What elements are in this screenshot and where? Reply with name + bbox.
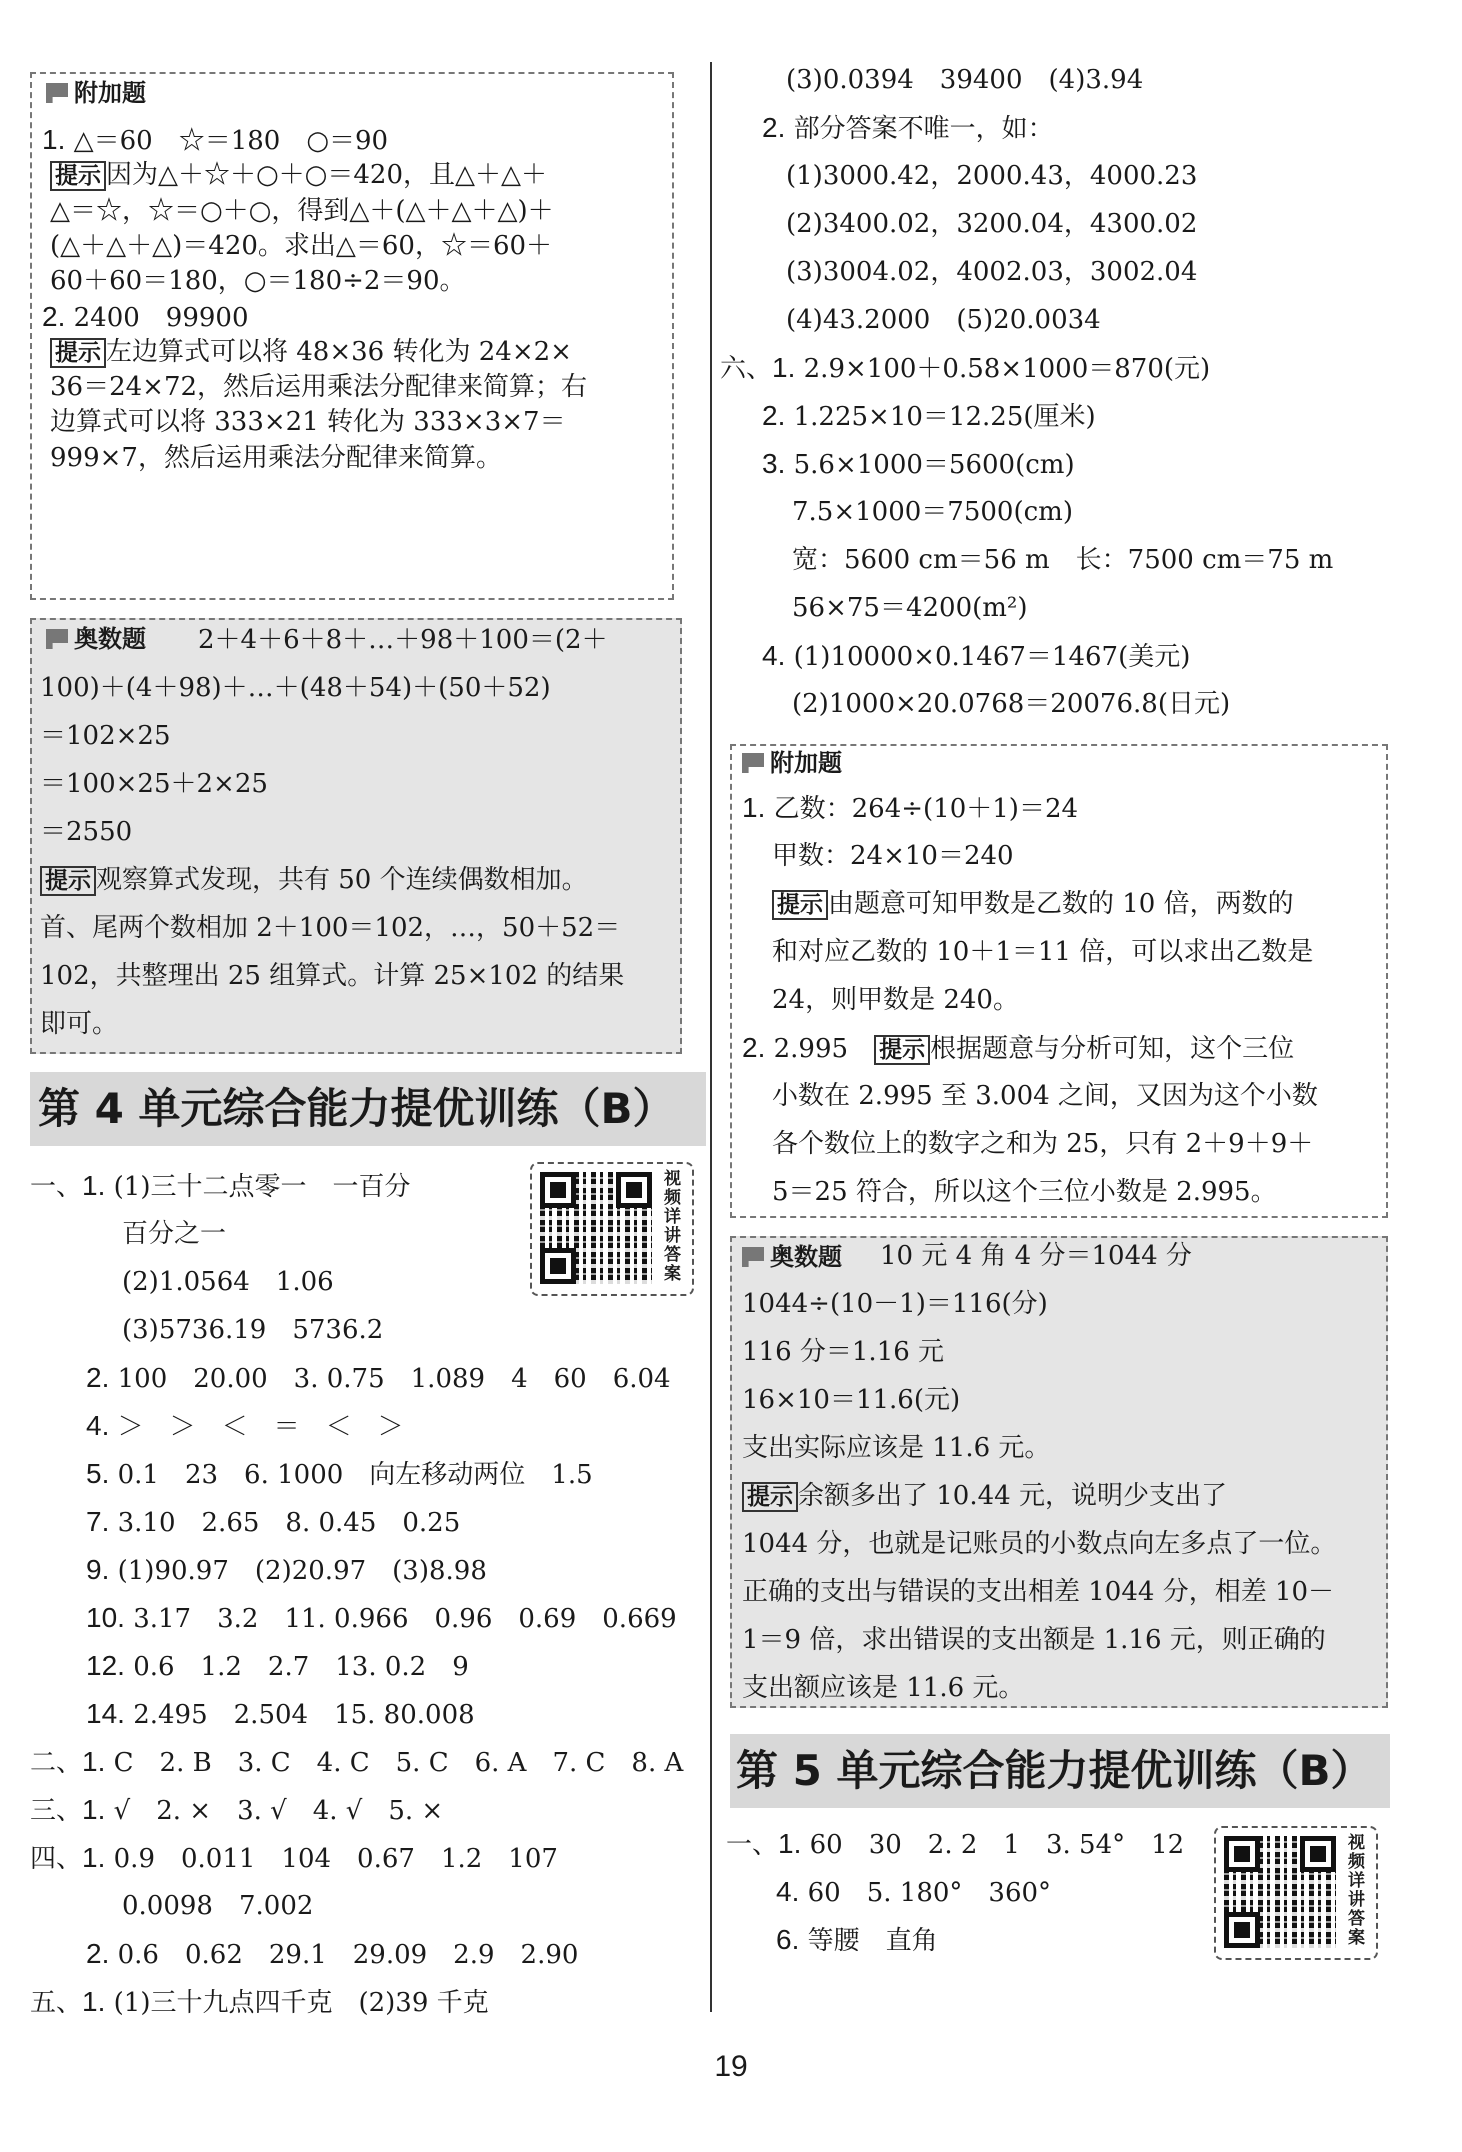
text-line: 边算式可以将 333×21 转化为 333×3×7＝	[50, 407, 566, 438]
text-line: (2)1.0564 1.06	[122, 1267, 334, 1297]
text-line: 10. 3.17 3.2 11. 0.966 0.96 0.69 0.669	[86, 1602, 677, 1634]
text-line: 支出额应该是 11.6 元。	[742, 1673, 1025, 1703]
text-line: 100)＋(4＋98)＋…＋(48＋54)＋(50＋52)	[40, 673, 551, 703]
text-line: 2. 2400 99900	[42, 300, 249, 333]
text-line: 小数在 2.995 至 3.004 之间，又因为这个小数	[772, 1081, 1318, 1111]
column-divider	[710, 62, 712, 2012]
text-line: 一、1. (1)三十二点零一 一百分	[30, 1170, 411, 1202]
text-line: 支出实际应该是 11.6 元。	[742, 1433, 1051, 1463]
text-line: 即可。	[40, 1009, 119, 1039]
text-line: 1044 分，也就是记账员的小数点向左多点了一位。	[742, 1529, 1337, 1559]
text-line: 1. 乙数：264÷(10＋1)＝24	[742, 792, 1079, 824]
extra-question-title-1	[46, 76, 146, 110]
text-line: 56×75＝4200(m²)	[792, 593, 1028, 623]
text-line: (3)3004.02，4002.03，3002.04	[786, 257, 1198, 287]
text-line: (4)43.2000 (5)20.0034	[786, 305, 1101, 335]
text-line: 一、1. 60 30 2. 2 1 3. 54° 12	[726, 1828, 1185, 1860]
text-line: (3)0.0394 39400 (4)3.94	[786, 65, 1144, 95]
text-line: 和对应乙数的 10＋1＝11 倍，可以求出乙数是	[772, 937, 1314, 967]
extra-title-text: 附加题	[770, 749, 842, 777]
text-line: 4. ＞ ＞ ＜ ＝ ＜ ＞	[86, 1410, 404, 1442]
section-title-5: 第 5 单元综合能力提优训练（B）	[736, 1746, 1373, 1795]
text-line: 首、尾两个数相加 2＋100＝102，…，50＋52＝	[40, 913, 621, 943]
text-line: 2. 部分答案不唯一，如：	[762, 112, 1054, 144]
text-line: 60＋60＝180，○＝180÷2＝90。	[50, 266, 466, 297]
text-line: ＝102×25	[40, 721, 171, 751]
qr-code-box-5[interactable]	[1214, 1826, 1378, 1960]
text-line: 六、1. 2.9×100＋0.58×1000＝870(元)	[720, 352, 1211, 384]
text-line: 116 分＝1.16 元	[742, 1337, 945, 1367]
text-line: 24，则甲数是 240。	[772, 985, 1019, 1015]
olympiad-title-text: 奥数题	[74, 625, 146, 653]
text-line: 0.0098 7.002	[122, 1891, 314, 1921]
text-line: 宽：5600 cm＝56 m 长：7500 cm＝75 m	[792, 545, 1334, 575]
text-line: 5＝25 符合，所以这个三位小数是 2.995。	[772, 1177, 1277, 1207]
text-line: 提示 余额多出了 10.44 元，说明少支出了	[742, 1478, 1227, 1515]
olympiad-title-2	[742, 1240, 842, 1274]
text-line: 999×7，然后运用乘法分配律来简算。	[50, 442, 502, 473]
text-line: 7.5×1000＝7500(cm)	[792, 497, 1073, 527]
text-line: 正确的支出与错误的支出相差 1044 分，相差 10－	[742, 1577, 1335, 1607]
text-line: △＝☆，☆＝○＋○，得到△＋(△＋△＋△)＋	[50, 195, 554, 226]
qr-label-5: 视频详讲答案	[1348, 1833, 1365, 1948]
text-line: 提示 由题意可知甲数是乙数的 10 倍，两数的	[772, 886, 1294, 923]
text-line: 5. 0.1 23 6. 1000 向左移动两位 1.5	[86, 1458, 593, 1490]
text-line: (1)3000.42，2000.43，4000.23	[786, 161, 1198, 191]
text-line: 五、1. (1)三十九点四千克 (2)39 千克	[30, 1986, 489, 2018]
text-line: 各个数位上的数字之和为 25，只有 2＋9＋9＋	[772, 1129, 1314, 1159]
text-line: 2. 0.6 0.62 29.1 29.09 2.9 2.90	[86, 1938, 579, 1970]
text-line: (3)5736.19 5736.2	[122, 1315, 384, 1345]
text-line: 9. (1)90.97 (2)20.97 (3)8.98	[86, 1554, 487, 1586]
text-line: 7. 3.10 2.65 8. 0.45 0.25	[86, 1506, 461, 1538]
text-line: 4. 60 5. 180° 360°	[776, 1876, 1052, 1908]
text-line: 36＝24×72，然后运用乘法分配律来简算；右	[50, 372, 588, 403]
text-line: 4. (1)10000×0.1467＝1467(美元)	[762, 640, 1191, 672]
text-line: 四、1. 0.9 0.011 104 0.67 1.2 107	[30, 1842, 558, 1874]
text-line: 提示 因为△＋☆＋○＋○＝420，且△＋△＋	[50, 157, 547, 194]
flag-icon	[742, 1247, 764, 1267]
text-line: 12. 0.6 1.2 2.7 13. 0.2 9	[86, 1650, 469, 1682]
text-line: 提示 观察算式发现，共有 50 个连续偶数相加。	[40, 862, 588, 899]
qr-code-icon	[540, 1172, 652, 1284]
text-line: (2)3400.02，3200.04，4300.02	[786, 209, 1198, 239]
text-line: 2. 2.995 提示 根据题意与分析可知，这个三位	[742, 1032, 1295, 1064]
text-line: 2. 1.225×10＝12.25(厘米)	[762, 400, 1096, 432]
text-line: (2)1000×20.0768＝20076.8(日元)	[792, 689, 1231, 719]
text-line: 1. △＝60 ☆＝180 ○＝90	[42, 124, 389, 156]
olympiad-title-text: 奥数题	[770, 1243, 842, 1271]
text-line: 16×10＝11.6(元)	[742, 1385, 961, 1415]
text-line: 14. 2.495 2.504 15. 80.008	[86, 1698, 475, 1730]
qr-code-box-4[interactable]	[530, 1162, 694, 1296]
text-line: 3. 5.6×1000＝5600(cm)	[762, 448, 1075, 480]
flag-icon	[46, 629, 68, 649]
flag-icon	[742, 753, 764, 773]
text-line: 10 元 4 角 4 分＝1044 分	[880, 1241, 1192, 1271]
text-line: ＝2550	[40, 817, 133, 847]
text-line: 二、1. C 2. B 3. C 4. C 5. C 6. A 7. C 8. A	[30, 1746, 684, 1778]
text-line: 1＝9 倍，求出错误的支出额是 1.16 元，则正确的	[742, 1625, 1326, 1655]
text-line: 6. 等腰 直角	[776, 1924, 938, 1956]
section-title-4: 第 4 单元综合能力提优训练（B）	[38, 1084, 675, 1133]
qr-code-icon	[1224, 1836, 1336, 1948]
extra-question-title-2	[742, 746, 842, 780]
text-line: 2. 100 20.00 3. 0.75 1.089 4 60 6.04	[86, 1362, 671, 1394]
extra-title-text: 附加题	[74, 79, 146, 107]
page-number: 19	[714, 2050, 748, 2083]
text-line: ＝100×25＋2×25	[40, 769, 268, 799]
text-line: 提示 左边算式可以将 48×36 转化为 24×2×	[50, 334, 572, 371]
text-line: 百分之一	[122, 1219, 227, 1249]
text-line: 1044÷(10－1)＝116(分)	[742, 1289, 1048, 1319]
text-line: 2＋4＋6＋8＋…＋98＋100＝(2＋	[198, 625, 608, 655]
text-line: (△＋△＋△)＝420。求出△＝60，☆＝60＋	[50, 230, 553, 261]
text-line: 三、1. √ 2. × 3. √ 4. √ 5. ×	[30, 1794, 444, 1826]
qr-label-4: 视频详讲答案	[664, 1169, 681, 1284]
text-line: 甲数：24×10＝240	[772, 841, 1014, 871]
flag-icon	[46, 83, 68, 103]
olympiad-title-1	[46, 622, 146, 656]
text-line: 102，共整理出 25 组算式。计算 25×102 的结果	[40, 961, 625, 991]
